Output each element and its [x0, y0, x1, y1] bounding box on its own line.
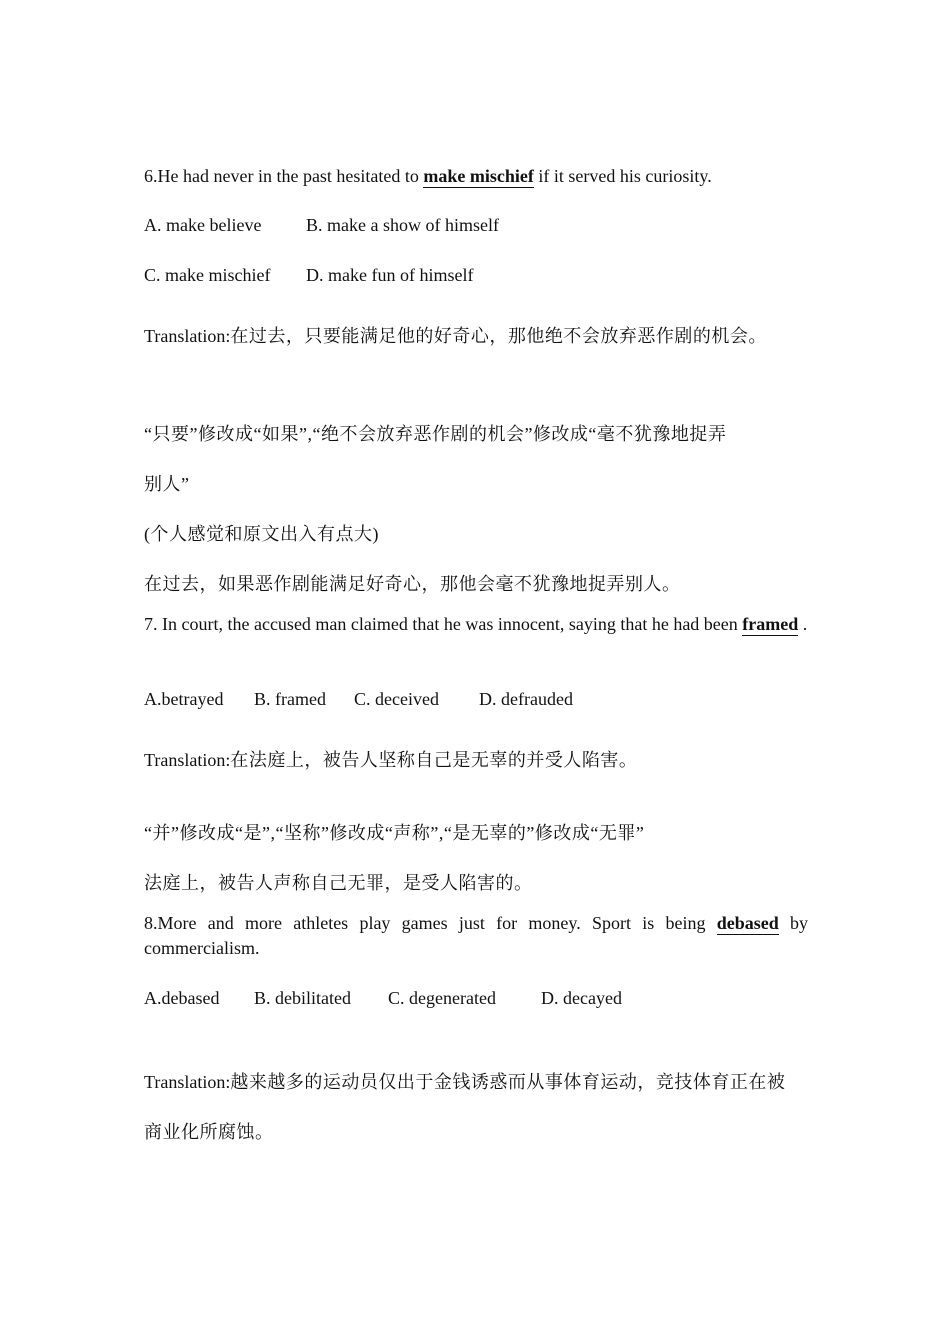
q8-stem-after: by commercialism.	[144, 913, 808, 958]
q7-translation-text: 在法庭上，被告人坚称自己是无辜的并受人陷害。	[230, 750, 638, 770]
q6-answer-highlight: make mischief	[423, 166, 534, 186]
q7-note: “并”修改成“是”,“坚称”修改成“声称”,“是无辜的”修改成“无罪”	[144, 823, 645, 843]
q7-answer-highlight: framed	[742, 614, 799, 634]
q6-option-c: C. make mischief	[144, 265, 271, 285]
q6-note-line2: 别人”	[144, 474, 190, 494]
q8-options	[144, 986, 622, 1011]
q6-option-d: D. make fun of himself	[306, 265, 474, 285]
q6-translation-label: Translation:	[144, 326, 231, 346]
q6-options-row1	[144, 213, 499, 238]
q6-remark: (个人感觉和原文出入有点大)	[144, 524, 379, 544]
q7-translation-label: Translation:	[144, 750, 231, 770]
q7-stem	[144, 612, 808, 637]
q8-option-b: B. debilitated	[254, 988, 351, 1008]
q8-translation-text: 越来越多的运动员仅出于金钱诱惑而从事体育运动，竞技体育正在被	[230, 1072, 786, 1092]
q7-option-d: D. defrauded	[479, 689, 573, 709]
q8-stem-before: 8.More and more athletes play games just for money. Sport is being	[144, 913, 717, 933]
q8-option-a: A.debased	[144, 988, 220, 1008]
q7-options	[144, 687, 573, 712]
q7-option-a: A.betrayed	[144, 689, 224, 709]
q6-option-a: A. make believe	[144, 215, 262, 235]
q8-option-c: C. degenerated	[388, 988, 496, 1008]
q6-option-b: B. make a show of himself	[306, 215, 499, 235]
q7-translation	[144, 748, 637, 773]
q8-translation-label: Translation:	[144, 1072, 231, 1092]
q7-option-b: B. framed	[254, 689, 326, 709]
q7-option-c: C. deceived	[354, 689, 439, 709]
q6-revised-translation: 在过去，如果恶作剧能满足好奇心，那他会毫不犹豫地捉弄别人。	[144, 574, 681, 594]
q6-stem-after: if it served his curiosity.	[533, 166, 712, 186]
q6-stem-before: 6.He had never in the past hesitated to	[144, 166, 424, 186]
q8-option-d: D. decayed	[541, 988, 622, 1008]
q7-revised-translation: 法庭上，被告人声称自己无罪，是受人陷害的。	[144, 873, 533, 893]
q6-translation-text: 在过去，只要能满足他的好奇心，那他绝不会放弃恶作剧的机会。	[230, 326, 767, 346]
q6-translation	[144, 324, 767, 349]
q6-stem	[144, 164, 712, 189]
q8-answer-highlight: debased	[716, 913, 779, 933]
q6-note-line1: “只要”修改成“如果”,“绝不会放弃恶作剧的机会”修改成“毫不犹豫地捉弄	[144, 424, 727, 444]
q8-stem	[144, 911, 808, 961]
q7-stem-after: .	[798, 614, 808, 634]
q8-translation-line2: 商业化所腐蚀。	[144, 1122, 274, 1142]
q8-translation-line1	[144, 1070, 785, 1095]
q7-stem-before: 7. In court, the accused man claimed that he was innocent, saying that he had been	[144, 614, 743, 634]
q6-options-row2	[144, 263, 473, 288]
